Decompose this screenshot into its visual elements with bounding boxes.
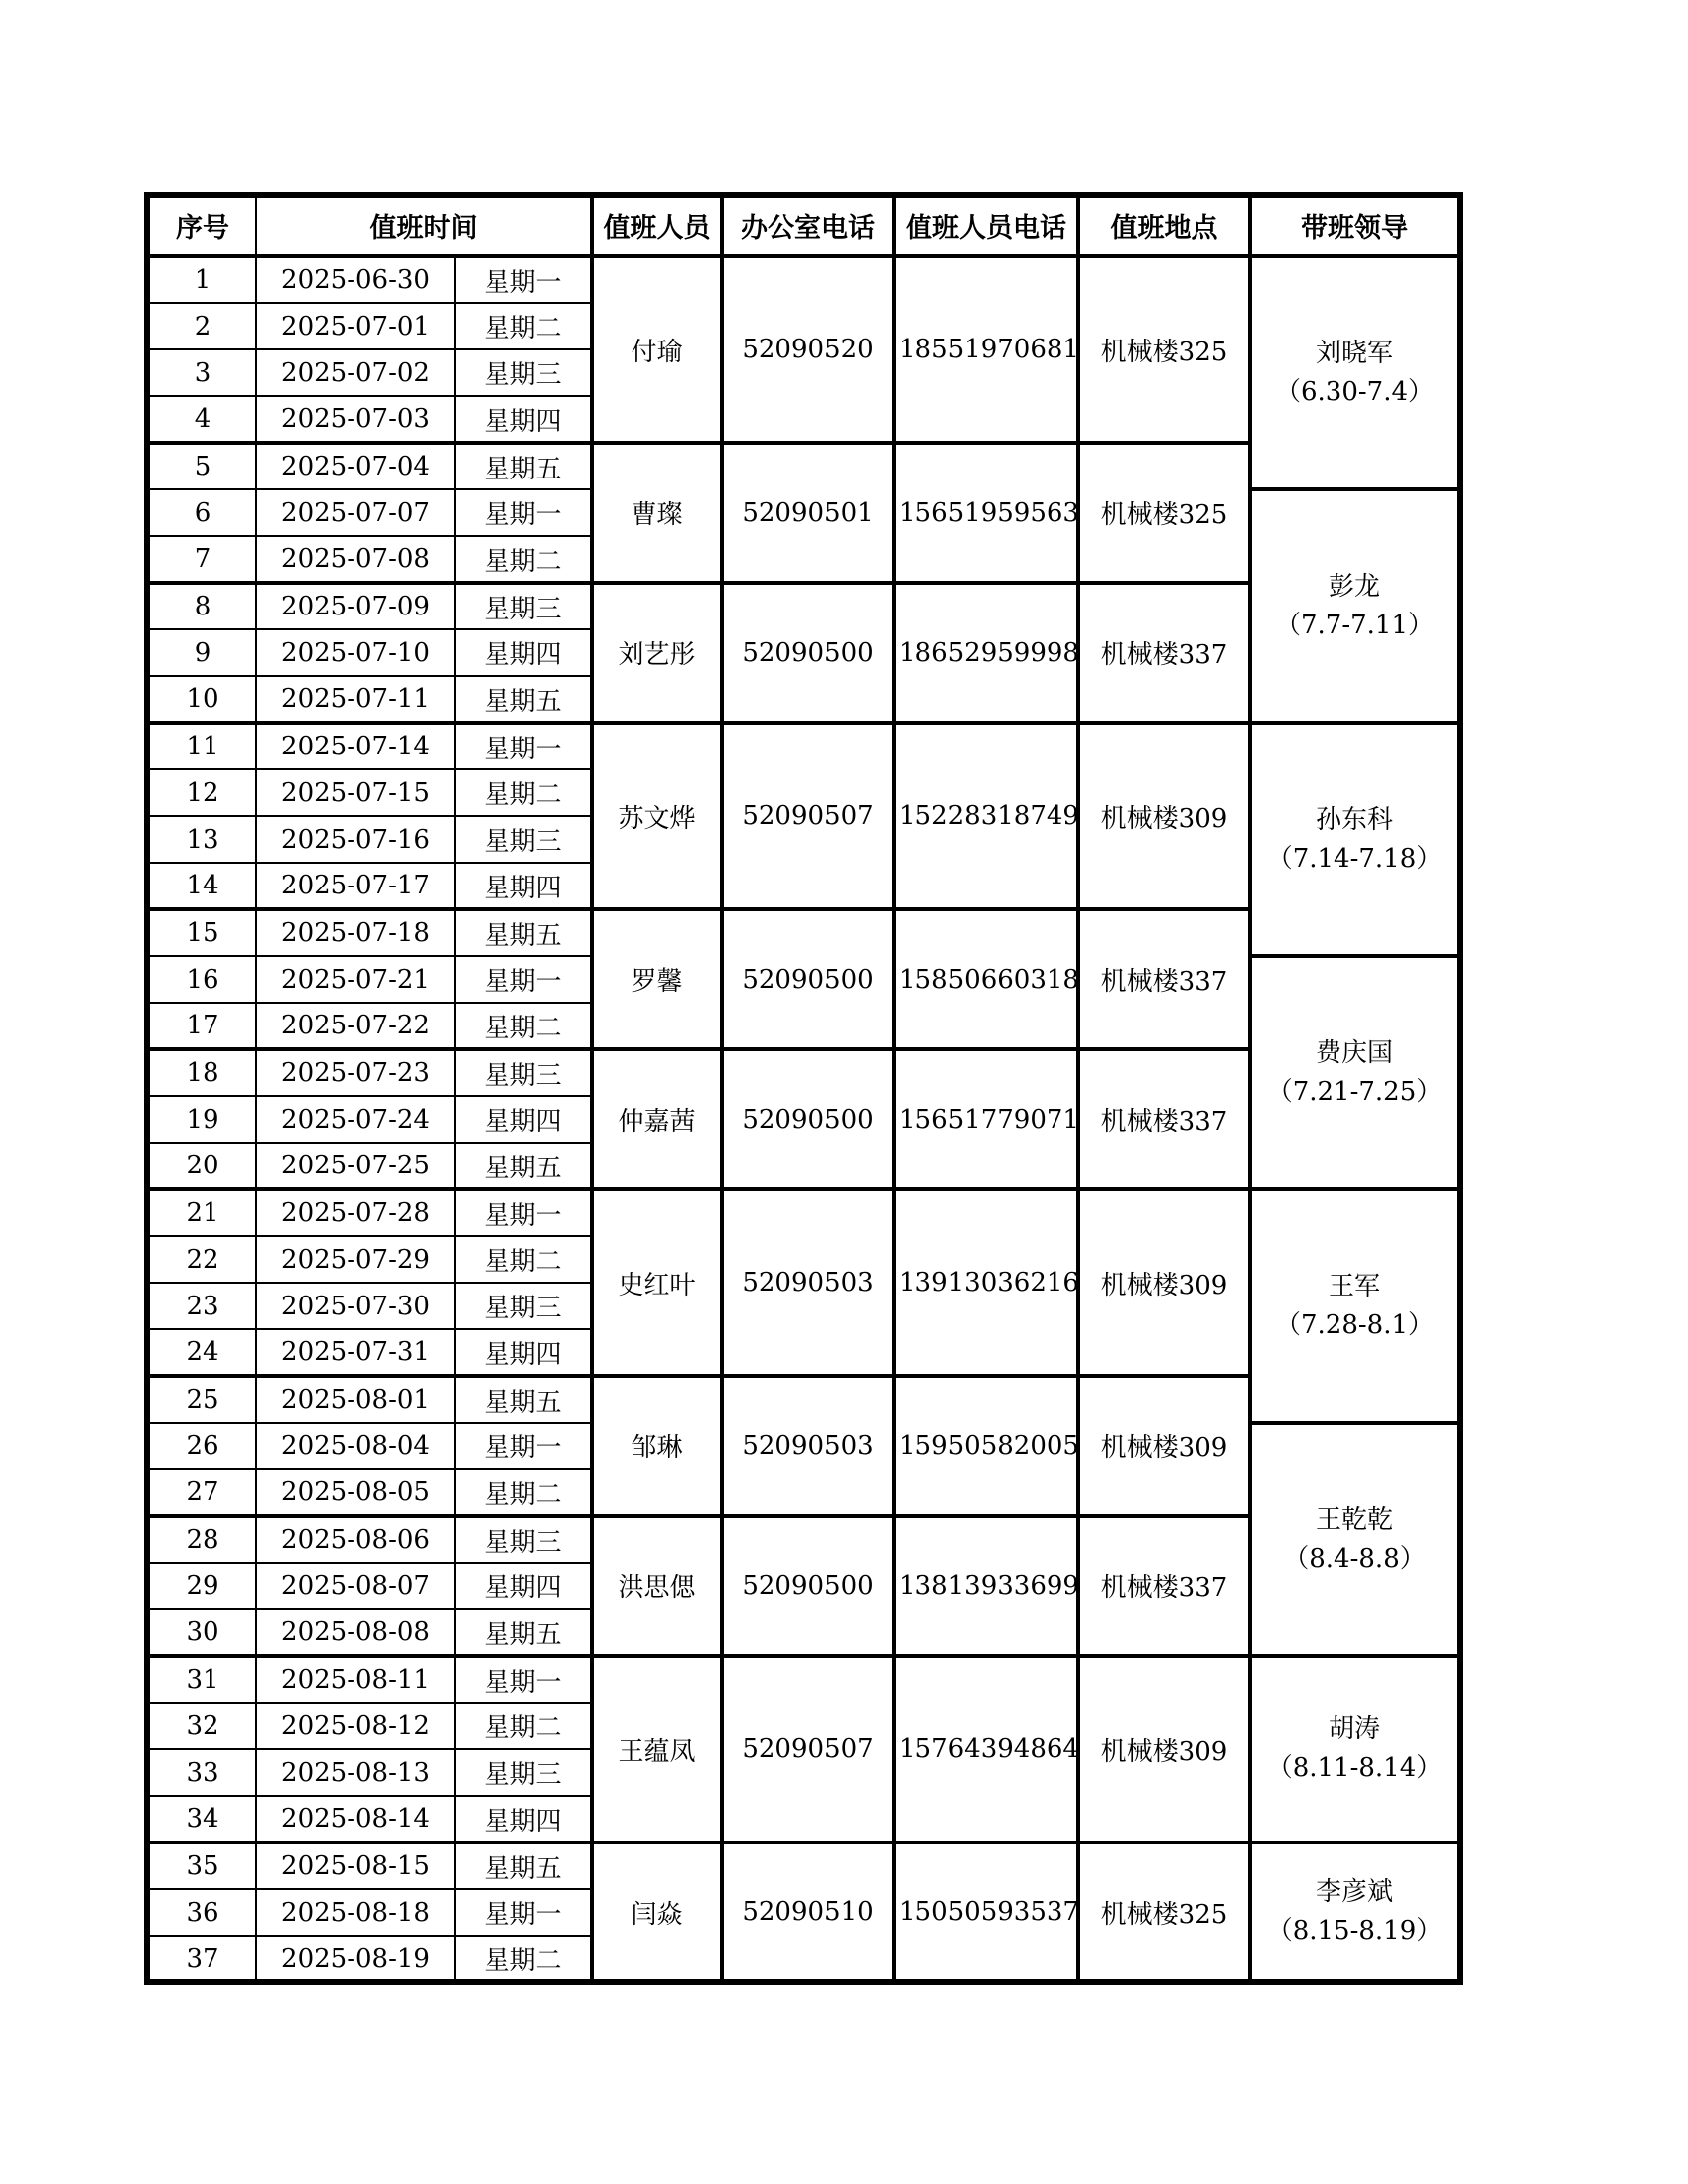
person-phone: 15764394864: [894, 1656, 1078, 1843]
duty-date: 2025-07-21: [256, 956, 455, 1003]
duty-date: 2025-07-28: [256, 1189, 455, 1236]
person-phone: 15651959563: [894, 443, 1078, 583]
office-phone: 52090501: [722, 443, 894, 583]
person-phone: 15050593537: [894, 1843, 1078, 1982]
duty-leader-cell: [1250, 489, 1460, 723]
duty-weekday: 星期五: [455, 1143, 592, 1189]
duty-weekday: 星期三: [455, 1049, 592, 1096]
duty-leader-cell: [1250, 256, 1460, 489]
duty-date: 2025-07-07: [256, 489, 455, 536]
office-phone: 52090500: [722, 909, 894, 1049]
office-phone: 52090507: [722, 1656, 894, 1843]
duty-weekday: 星期五: [455, 1843, 592, 1889]
row-index: 4: [147, 396, 256, 443]
duty-leader-cell: [1250, 723, 1460, 956]
office-phone: 52090507: [722, 723, 894, 909]
duty-weekday: 星期一: [455, 1189, 592, 1236]
leader-date-range: （7.7-7.11）: [1274, 610, 1435, 640]
duty-date: 2025-07-14: [256, 723, 455, 769]
duty-date: 2025-08-12: [256, 1703, 455, 1749]
row-index: 11: [147, 723, 256, 769]
person-phone: 13813933699: [894, 1516, 1078, 1656]
duty-weekday: 星期三: [455, 816, 592, 863]
duty-weekday: 星期二: [455, 1236, 592, 1283]
duty-date: 2025-07-09: [256, 583, 455, 629]
duty-date: 2025-06-30: [256, 256, 455, 303]
duty-weekday: 星期二: [455, 1003, 592, 1049]
duty-location: 机械楼337: [1078, 909, 1250, 1049]
row-index: 14: [147, 863, 256, 909]
duty-location: 机械楼337: [1078, 1049, 1250, 1189]
row-index: 24: [147, 1329, 256, 1376]
row-index: 9: [147, 629, 256, 676]
duty-date: 2025-08-11: [256, 1656, 455, 1703]
duty-person-name: 洪思偲: [592, 1516, 722, 1656]
duty-leader-cell: [1250, 1423, 1460, 1656]
duty-date: 2025-08-07: [256, 1563, 455, 1609]
duty-date: 2025-07-01: [256, 303, 455, 349]
office-phone: 52090510: [722, 1843, 894, 1982]
leader-date-range: （7.21-7.25）: [1266, 1076, 1443, 1107]
duty-location: 机械楼337: [1078, 1516, 1250, 1656]
duty-weekday: 星期五: [455, 1609, 592, 1656]
leader-name: 王乾乾: [1315, 1504, 1393, 1535]
row-index: 20: [147, 1143, 256, 1189]
row-index: 16: [147, 956, 256, 1003]
row-index: 31: [147, 1656, 256, 1703]
duty-weekday: 星期一: [455, 956, 592, 1003]
header-duty-time: 值班时间: [256, 195, 592, 256]
header-duty-leader: 带班领导: [1250, 195, 1460, 256]
row-index: 7: [147, 536, 256, 583]
duty-person-name: 闫焱: [592, 1843, 722, 1982]
leader-date-range: （8.4-8.8）: [1283, 1543, 1426, 1573]
duty-weekday: 星期五: [455, 443, 592, 489]
duty-weekday: 星期三: [455, 1283, 592, 1329]
duty-date: 2025-07-08: [256, 536, 455, 583]
duty-date: 2025-08-06: [256, 1516, 455, 1563]
duty-person-name: 付瑜: [592, 256, 722, 443]
office-phone: 52090500: [722, 1049, 894, 1189]
row-index: 21: [147, 1189, 256, 1236]
duty-location: 机械楼309: [1078, 1189, 1250, 1376]
row-index: 28: [147, 1516, 256, 1563]
duty-weekday: 星期三: [455, 349, 592, 396]
duty-person-name: 仲嘉茜: [592, 1049, 722, 1189]
table-row: [147, 256, 1460, 303]
person-phone: 15850660318: [894, 909, 1078, 1049]
header-duty-location: 值班地点: [1078, 195, 1250, 256]
row-index: 13: [147, 816, 256, 863]
leader-date-range: （7.28-8.1）: [1274, 1309, 1435, 1340]
duty-leader-cell: [1250, 1843, 1460, 1982]
leader-name: 李彦斌: [1315, 1877, 1393, 1907]
duty-roster-table: [144, 192, 1463, 1985]
duty-weekday: 星期三: [455, 583, 592, 629]
duty-leader-cell: [1250, 1656, 1460, 1843]
table-row: [147, 1843, 1460, 1889]
duty-date: 2025-08-05: [256, 1469, 455, 1516]
leader-date-range: （7.14-7.18）: [1266, 843, 1443, 874]
duty-date: 2025-08-19: [256, 1936, 455, 1982]
row-index: 2: [147, 303, 256, 349]
row-index: 36: [147, 1889, 256, 1936]
leader-date-range: （8.15-8.19）: [1266, 1916, 1443, 1946]
row-index: 12: [147, 769, 256, 816]
leader-date-range: （8.11-8.14）: [1266, 1753, 1443, 1783]
row-index: 26: [147, 1423, 256, 1469]
duty-date: 2025-07-04: [256, 443, 455, 489]
leader-name: 王军: [1328, 1271, 1380, 1301]
table-header-row: [147, 195, 1460, 256]
row-index: 8: [147, 583, 256, 629]
duty-date: 2025-07-18: [256, 909, 455, 956]
duty-weekday: 星期四: [455, 396, 592, 443]
row-index: 30: [147, 1609, 256, 1656]
duty-weekday: 星期二: [455, 1703, 592, 1749]
row-index: 27: [147, 1469, 256, 1516]
duty-weekday: 星期四: [455, 629, 592, 676]
duty-weekday: 星期一: [455, 1889, 592, 1936]
duty-weekday: 星期一: [455, 1656, 592, 1703]
row-index: 5: [147, 443, 256, 489]
duty-weekday: 星期一: [455, 723, 592, 769]
duty-weekday: 星期五: [455, 676, 592, 723]
duty-weekday: 星期五: [455, 909, 592, 956]
duty-date: 2025-08-04: [256, 1423, 455, 1469]
duty-location: 机械楼337: [1078, 583, 1250, 723]
row-index: 3: [147, 349, 256, 396]
duty-location: 机械楼309: [1078, 723, 1250, 909]
duty-leader-cell: [1250, 956, 1460, 1189]
duty-weekday: 星期四: [455, 1096, 592, 1143]
duty-weekday: 星期一: [455, 489, 592, 536]
duty-weekday: 星期三: [455, 1516, 592, 1563]
duty-date: 2025-07-30: [256, 1283, 455, 1329]
duty-weekday: 星期二: [455, 303, 592, 349]
duty-date: 2025-07-15: [256, 769, 455, 816]
person-phone: 18652959998: [894, 583, 1078, 723]
duty-date: 2025-07-25: [256, 1143, 455, 1189]
office-phone: 52090500: [722, 1516, 894, 1656]
duty-weekday: 星期四: [455, 1796, 592, 1843]
person-phone: 15950582005: [894, 1376, 1078, 1516]
row-index: 29: [147, 1563, 256, 1609]
leader-name: 彭龙: [1328, 571, 1380, 602]
leader-date-range: （6.30-7.4）: [1274, 376, 1435, 407]
office-phone: 52090520: [722, 256, 894, 443]
header-person-phone: 值班人员电话: [894, 195, 1078, 256]
row-index: 1: [147, 256, 256, 303]
duty-person-name: 刘艺彤: [592, 583, 722, 723]
duty-date: 2025-07-03: [256, 396, 455, 443]
duty-weekday: 星期四: [455, 863, 592, 909]
duty-person-name: 罗馨: [592, 909, 722, 1049]
leader-name: 刘晓军: [1315, 338, 1393, 368]
row-index: 15: [147, 909, 256, 956]
duty-date: 2025-07-29: [256, 1236, 455, 1283]
duty-weekday: 星期一: [455, 256, 592, 303]
row-index: 17: [147, 1003, 256, 1049]
row-index: 19: [147, 1096, 256, 1143]
header-index: 序号: [147, 195, 256, 256]
row-index: 25: [147, 1376, 256, 1423]
leader-name: 费庆国: [1315, 1037, 1393, 1068]
duty-date: 2025-07-02: [256, 349, 455, 396]
duty-person-name: 苏文烨: [592, 723, 722, 909]
table-row: [147, 723, 1460, 769]
duty-weekday: 星期四: [455, 1563, 592, 1609]
row-index: 18: [147, 1049, 256, 1096]
duty-weekday: 星期二: [455, 1469, 592, 1516]
header-duty-person: 值班人员: [592, 195, 722, 256]
person-phone: 15228318749: [894, 723, 1078, 909]
row-index: 33: [147, 1749, 256, 1796]
duty-location: 机械楼309: [1078, 1376, 1250, 1516]
office-phone: 52090503: [722, 1189, 894, 1376]
duty-date: 2025-07-31: [256, 1329, 455, 1376]
leader-name: 孙东科: [1315, 804, 1393, 835]
duty-weekday: 星期五: [455, 1376, 592, 1423]
row-index: 34: [147, 1796, 256, 1843]
office-phone: 52090503: [722, 1376, 894, 1516]
duty-location: 机械楼325: [1078, 256, 1250, 443]
duty-date: 2025-07-11: [256, 676, 455, 723]
duty-date: 2025-07-16: [256, 816, 455, 863]
person-phone: 18551970681: [894, 256, 1078, 443]
row-index: 32: [147, 1703, 256, 1749]
duty-location: 机械楼325: [1078, 1843, 1250, 1982]
duty-date: 2025-08-14: [256, 1796, 455, 1843]
duty-date: 2025-07-10: [256, 629, 455, 676]
duty-date: 2025-07-23: [256, 1049, 455, 1096]
row-index: 23: [147, 1283, 256, 1329]
duty-date: 2025-08-01: [256, 1376, 455, 1423]
duty-weekday: 星期一: [455, 1423, 592, 1469]
person-phone: 15651779071: [894, 1049, 1078, 1189]
duty-weekday: 星期二: [455, 1936, 592, 1982]
duty-leader-cell: [1250, 1189, 1460, 1423]
table-row: [147, 1189, 1460, 1236]
duty-date: 2025-08-13: [256, 1749, 455, 1796]
duty-date: 2025-08-15: [256, 1843, 455, 1889]
duty-date: 2025-08-18: [256, 1889, 455, 1936]
table-row: [147, 1656, 1460, 1703]
row-index: 35: [147, 1843, 256, 1889]
duty-location: 机械楼309: [1078, 1656, 1250, 1843]
row-index: 22: [147, 1236, 256, 1283]
duty-weekday: 星期二: [455, 536, 592, 583]
header-office-phone: 办公室电话: [722, 195, 894, 256]
leader-name: 胡涛: [1328, 1714, 1380, 1744]
roster-body: [147, 256, 1460, 1982]
duty-weekday: 星期四: [455, 1329, 592, 1376]
duty-person-name: 曹璨: [592, 443, 722, 583]
row-index: 6: [147, 489, 256, 536]
row-index: 37: [147, 1936, 256, 1982]
office-phone: 52090500: [722, 583, 894, 723]
duty-date: 2025-07-17: [256, 863, 455, 909]
duty-weekday: 星期三: [455, 1749, 592, 1796]
duty-location: 机械楼325: [1078, 443, 1250, 583]
duty-date: 2025-08-08: [256, 1609, 455, 1656]
duty-person-name: 邹琳: [592, 1376, 722, 1516]
duty-date: 2025-07-22: [256, 1003, 455, 1049]
duty-person-name: 王蕴凤: [592, 1656, 722, 1843]
duty-date: 2025-07-24: [256, 1096, 455, 1143]
duty-weekday: 星期二: [455, 769, 592, 816]
person-phone: 13913036216: [894, 1189, 1078, 1376]
row-index: 10: [147, 676, 256, 723]
duty-person-name: 史红叶: [592, 1189, 722, 1376]
